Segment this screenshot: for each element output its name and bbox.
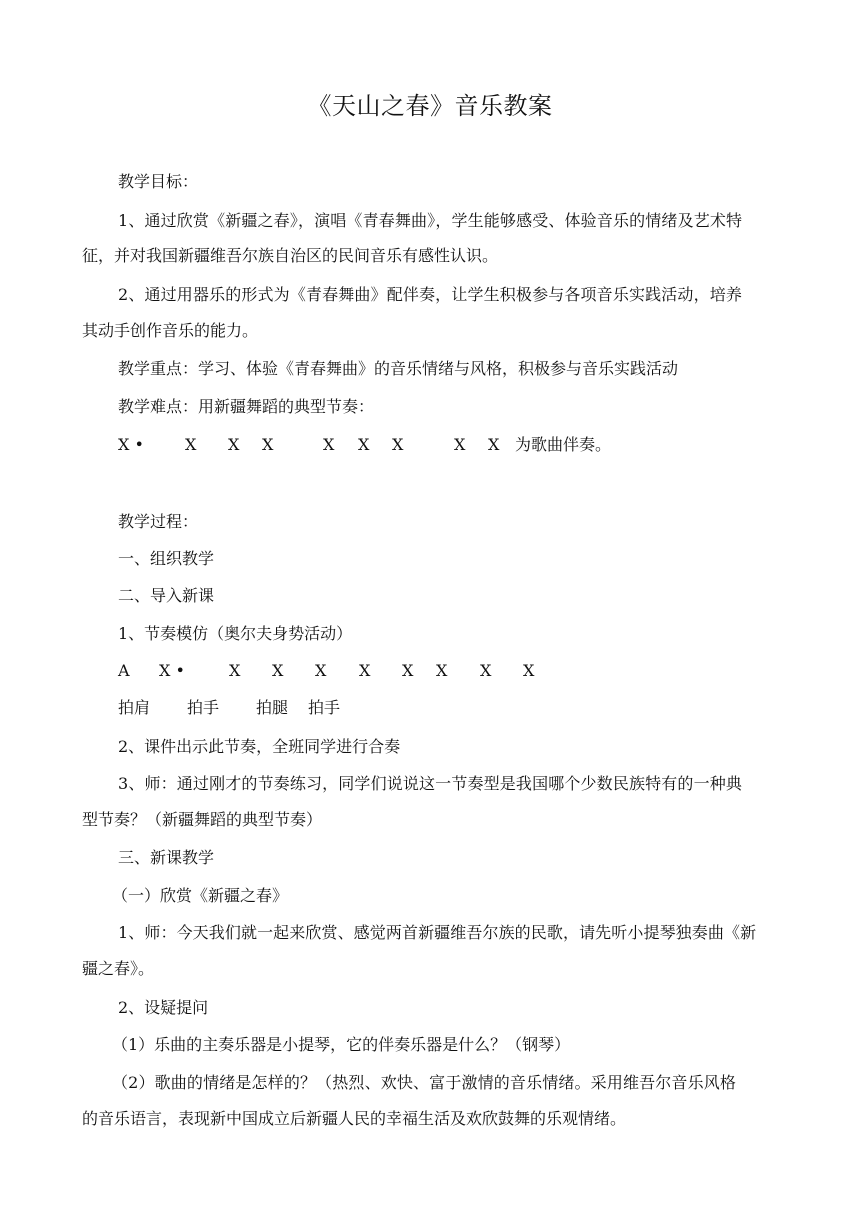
body-label: 拍腿 — [256, 698, 289, 717]
process-heading: 教学过程： — [118, 512, 199, 531]
rhythm-note: X • — [118, 435, 144, 454]
objective-2-line-1: 2、通过用器乐的形式为《青春舞曲》配伴奏，让学生积极参与各项音乐实践活动，培养 — [118, 285, 743, 304]
rhythm-note: X — [272, 661, 284, 680]
body-label: 拍手 — [187, 698, 220, 717]
rhythm-note: X • — [159, 661, 185, 680]
section-1-item-1-line-1: 1、师：今天我们就一起来欣赏、感觉两首新疆维吾尔族的民歌，请先听小提琴独奏曲《新 — [118, 923, 757, 942]
section-1-heading: （一）欣赏《新疆之春》 — [112, 886, 289, 905]
difficulty: 教学难点：用新疆舞蹈的典型节奏： — [118, 397, 375, 416]
rhythm-note: X — [454, 435, 466, 454]
rhythm-note: X — [488, 435, 500, 454]
rhythm-note: X — [228, 435, 240, 454]
key-point: 教学重点：学习、体验《青春舞曲》的音乐情绪与风格，积极参与音乐实践活动 — [118, 359, 679, 378]
rhythm-note: X — [315, 661, 327, 680]
rhythm-note: X — [523, 661, 535, 680]
rhythm-note: X — [480, 661, 492, 680]
step-2: 二、导入新课 — [118, 586, 215, 605]
step-2-item-1: 1、节奏模仿（奥尔夫身势活动） — [118, 624, 353, 643]
rhythm-note: X — [229, 661, 241, 680]
step-2-item-3-line-1: 3、师：通过刚才的节奏练习，同学们说说这一节奏型是我国哪个少数民族特有的一种典 — [118, 774, 743, 793]
section-1-item-2: 2、设疑提问 — [118, 998, 209, 1017]
objectives-heading: 教学目标： — [118, 172, 199, 191]
step-1: 一、组织教学 — [118, 549, 215, 568]
rhythm-note: X — [436, 661, 448, 680]
step-3: 三、新课教学 — [118, 848, 215, 867]
rhythm-suffix: 为歌曲伴奏。 — [515, 435, 612, 454]
rhythm-note: X — [185, 435, 197, 454]
body-label: 拍肩 — [118, 698, 151, 717]
question-2-line-2: 的音乐语言，表现新中国成立后新疆人民的幸福生活及欢欣鼓舞的乐观情绪。 — [82, 1109, 627, 1128]
rhythm-note: X — [358, 435, 370, 454]
document-title: 《天山之春》音乐教案 — [307, 92, 553, 120]
question-1: （1）乐曲的主奏乐器是小提琴，它的伴奏乐器是什么？（钢琴） — [112, 1035, 571, 1054]
rhythm-label: A — [118, 661, 130, 680]
rhythm-note: X — [402, 661, 414, 680]
objective-2-line-2: 其动手创作音乐的能力。 — [82, 321, 259, 340]
section-1-item-1-line-2: 疆之春》。 — [82, 959, 155, 978]
question-2-line-1: （2）歌曲的情绪是怎样的？（热烈、欢快、富于激情的音乐情绪。采用维吾尔音乐风格 — [112, 1073, 737, 1092]
rhythm-pattern-2 — [118, 661, 578, 681]
body-label: 拍手 — [308, 698, 341, 717]
rhythm-pattern-1 — [118, 435, 738, 455]
step-2-item-2: 2、课件出示此节奏，全班同学进行合奏 — [118, 737, 401, 756]
objective-1-line-1: 1、通过欣赏《新疆之春》，演唱《青春舞曲》，学生能够感受、体验音乐的情绪及艺术特 — [118, 211, 743, 230]
rhythm-note: X — [323, 435, 335, 454]
rhythm-note: X — [359, 661, 371, 680]
step-2-item-3-line-2: 型节奏？（新疆舞蹈的典型节奏） — [82, 810, 323, 829]
rhythm-note: X — [262, 435, 274, 454]
rhythm-note: X — [392, 435, 404, 454]
objective-1-line-2: 征，并对我国新疆维吾尔族自治区的民间音乐有感性认识。 — [82, 246, 499, 265]
body-percussion-labels — [118, 698, 378, 718]
